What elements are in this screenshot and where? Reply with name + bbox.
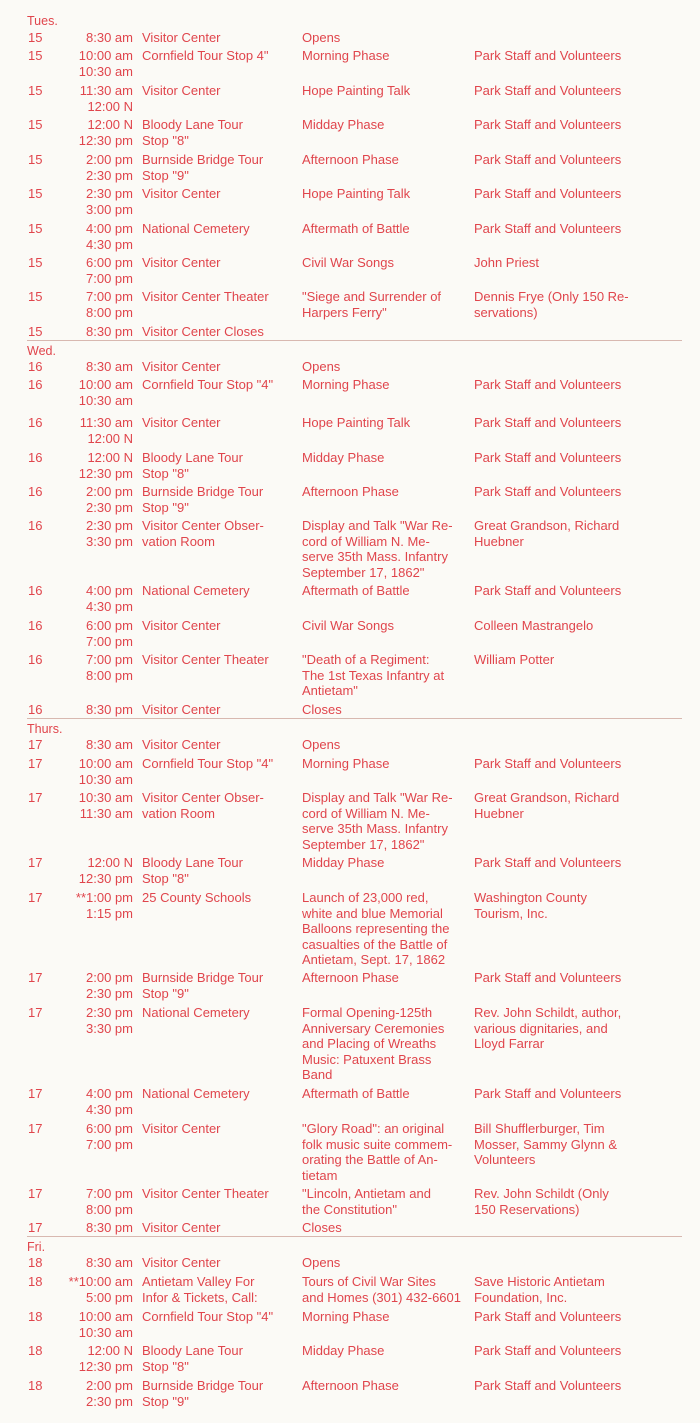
row-event: Afternoon Phase <box>302 1378 399 1393</box>
row-event: "Siege and Surrender of Harpers Ferry" <box>302 289 442 320</box>
row-event: Morning Phase <box>302 377 390 392</box>
row-date: 17 <box>28 1186 43 1201</box>
row-event: Aftermath of Battle <box>302 583 410 598</box>
row-presenter: Park Staff and Volunteers <box>474 583 622 598</box>
row-location: National Cemetery <box>142 221 250 236</box>
row-time: 6:00 pm 7:00 pm <box>86 1121 133 1152</box>
row-date: 15 <box>28 255 43 270</box>
row-presenter: Park Staff and Volunteers <box>474 117 622 132</box>
row-event: "Lincoln, Antietam and the Constitution" <box>302 1186 431 1217</box>
row-date: 16 <box>28 377 43 392</box>
row-presenter: Park Staff and Volunteers <box>474 1086 622 1101</box>
row-presenter: William Potter <box>474 652 555 667</box>
row-date: 17 <box>28 890 43 905</box>
row-time: 7:00 pm 8:00 pm <box>86 289 133 320</box>
row-date: 16 <box>28 415 43 430</box>
row-presenter: Park Staff and Volunteers <box>474 221 622 236</box>
row-time: 10:00 am 10:30 am <box>78 377 133 408</box>
row-time: 2:00 pm 2:30 pm <box>86 484 133 515</box>
row-location: Burnside Bridge Tour Stop "9" <box>142 484 264 515</box>
row-event: Midday Phase <box>302 117 385 132</box>
row-time: **10:00 am 5:00 pm <box>68 1274 133 1305</box>
row-presenter: Park Staff and Volunteers <box>474 48 622 63</box>
row-time: 8:30 pm <box>86 702 133 717</box>
row-presenter: Park Staff and Volunteers <box>474 186 622 201</box>
row-time: 10:00 am 10:30 am <box>78 1309 133 1340</box>
row-location: Visitor Center Obser- vation Room <box>142 790 264 821</box>
row-location: Bloody Lane Tour Stop "8" <box>142 117 243 148</box>
row-date: 18 <box>28 1274 43 1289</box>
row-event: Hope Painting Talk <box>302 186 411 201</box>
row-location: Visitor Center <box>142 1255 221 1270</box>
row-event: Opens <box>302 30 341 45</box>
row-event: Display and Talk "War Re- cord of William N. Me- serve 35th Mass. Infantry September 17, 1862" <box>302 518 453 580</box>
row-location: Visitor Center Theater <box>142 652 269 667</box>
row-presenter: John Priest <box>474 255 540 270</box>
row-event: "Death of a Regiment: The 1st Texas Infantry at Antietam" <box>302 652 445 698</box>
row-date: 16 <box>28 583 43 598</box>
row-time: 12:00 N 12:30 pm <box>78 855 133 886</box>
row-presenter: Park Staff and Volunteers <box>474 83 622 98</box>
row-location: Visitor Center Closes <box>142 324 264 339</box>
day-label-wed: Wed. <box>27 344 56 358</box>
day-divider <box>27 340 682 341</box>
row-event: Opens <box>302 737 341 752</box>
row-location: National Cemetery <box>142 1005 250 1020</box>
row-presenter: Rev. John Schildt (Only 150 Reservations) <box>474 1186 609 1217</box>
row-presenter: Great Grandson, Richard Huebner <box>474 790 620 821</box>
row-location: 25 County Schools <box>142 890 252 905</box>
row-time: 2:30 pm 3:30 pm <box>86 518 133 549</box>
row-event: Midday Phase <box>302 450 385 465</box>
row-presenter: Park Staff and Volunteers <box>474 1343 622 1358</box>
row-date: 16 <box>28 484 43 499</box>
row-date: 17 <box>28 1121 43 1136</box>
row-location: National Cemetery <box>142 583 250 598</box>
row-date: 18 <box>28 1255 43 1270</box>
row-event: Closes <box>302 702 342 717</box>
row-event: Civil War Songs <box>302 618 394 633</box>
row-date: 15 <box>28 324 43 339</box>
row-date: 17 <box>28 1005 43 1020</box>
row-location: Antietam Valley For Infor & Tickets, Call: <box>142 1274 258 1305</box>
row-location: Cornfield Tour Stop 4" <box>142 48 269 63</box>
row-date: 16 <box>28 702 43 717</box>
row-presenter: Colleen Mastrangelo <box>474 618 594 633</box>
row-event: Aftermath of Battle <box>302 1086 410 1101</box>
day-label-tues: Tues. <box>27 14 58 28</box>
row-location: Burnside Bridge Tour Stop "9" <box>142 152 264 183</box>
day-label-thurs: Thurs. <box>27 722 63 736</box>
row-event: Display and Talk "War Re- cord of William N. Me- serve 35th Mass. Infantry September 17, 1862" <box>302 790 453 852</box>
day-divider <box>27 718 682 719</box>
day-divider <box>27 1236 682 1237</box>
row-presenter: Park Staff and Volunteers <box>474 484 622 499</box>
row-presenter: Park Staff and Volunteers <box>474 855 622 870</box>
row-event: Opens <box>302 1255 341 1270</box>
row-location: Visitor Center <box>142 1220 221 1235</box>
row-presenter: Park Staff and Volunteers <box>474 970 622 985</box>
row-time: 4:00 pm 4:30 pm <box>86 1086 133 1117</box>
row-location: Visitor Center <box>142 1121 221 1136</box>
row-date: 17 <box>28 970 43 985</box>
row-presenter: Park Staff and Volunteers <box>474 415 622 430</box>
row-date: 15 <box>28 30 43 45</box>
row-event: Closes <box>302 1220 342 1235</box>
row-presenter: Dennis Frye (Only 150 Re- servations) <box>474 289 629 320</box>
row-location: Visitor Center <box>142 415 221 430</box>
row-event: Afternoon Phase <box>302 484 399 499</box>
row-event: Formal Opening-125th Anniversary Ceremonies and Placing of Wreaths Music: Patuxent Brass Band <box>302 1005 445 1082</box>
row-time: 2:00 pm 2:30 pm <box>86 970 133 1001</box>
row-presenter: Save Historic Antietam Foundation, Inc. <box>474 1274 605 1305</box>
row-time: 12:00 N 12:30 pm <box>78 450 133 481</box>
row-time: 6:00 pm 7:00 pm <box>86 255 133 286</box>
row-date: 15 <box>28 152 43 167</box>
row-time: 2:00 pm 2:30 pm <box>86 152 133 183</box>
row-location: Visitor Center Obser- vation Room <box>142 518 264 549</box>
row-event: Hope Painting Talk <box>302 83 411 98</box>
row-date: 18 <box>28 1343 43 1358</box>
row-presenter: Park Staff and Volunteers <box>474 152 622 167</box>
row-time: 8:30 pm <box>86 324 133 339</box>
row-location: Cornfield Tour Stop "4" <box>142 1309 274 1324</box>
row-event: Morning Phase <box>302 48 390 63</box>
row-time: 12:00 N 12:30 pm <box>78 1343 133 1374</box>
row-location: Visitor Center <box>142 359 221 374</box>
row-event: Opens <box>302 359 341 374</box>
row-event: "Glory Road": an original folk music suite commem- orating the Battle of An- tietam <box>302 1121 453 1183</box>
row-location: Cornfield Tour Stop "4" <box>142 756 274 771</box>
row-presenter: Park Staff and Volunteers <box>474 450 622 465</box>
row-location: Bloody Lane Tour Stop "8" <box>142 450 243 481</box>
row-date: 15 <box>28 221 43 236</box>
row-date: 15 <box>28 289 43 304</box>
row-time: 10:00 am 10:30 am <box>78 48 133 79</box>
row-location: Burnside Bridge Tour Stop "9" <box>142 1378 264 1409</box>
row-time: 11:30 am 12:00 N <box>79 415 133 446</box>
row-location: Visitor Center <box>142 83 221 98</box>
row-location: Visitor Center <box>142 618 221 633</box>
row-event: Aftermath of Battle <box>302 221 410 236</box>
row-date: 15 <box>28 186 43 201</box>
row-date: 15 <box>28 83 43 98</box>
row-presenter: Washington County Tourism, Inc. <box>474 890 587 921</box>
row-presenter: Park Staff and Volunteers <box>474 756 622 771</box>
row-time: 4:00 pm 4:30 pm <box>86 583 133 614</box>
row-location: Bloody Lane Tour Stop "8" <box>142 1343 243 1374</box>
row-time: **1:00 pm 1:15 pm <box>75 890 133 921</box>
row-date: 18 <box>28 1378 43 1393</box>
row-date: 18 <box>28 1309 43 1324</box>
row-date: 17 <box>28 1086 43 1101</box>
row-presenter: Bill Shufflerburger, Tim Mosser, Sammy Glynn & Volunteers <box>474 1121 618 1167</box>
row-date: 15 <box>28 48 43 63</box>
row-event: Midday Phase <box>302 1343 385 1358</box>
row-time: 2:30 pm 3:00 pm <box>86 186 133 217</box>
row-event: Midday Phase <box>302 855 385 870</box>
row-time: 8:30 am <box>86 359 133 374</box>
row-date: 16 <box>28 450 43 465</box>
row-location: Visitor Center <box>142 737 221 752</box>
row-location: National Cemetery <box>142 1086 250 1101</box>
row-event: Morning Phase <box>302 756 390 771</box>
row-date: 16 <box>28 652 43 667</box>
row-presenter: Park Staff and Volunteers <box>474 1378 622 1393</box>
row-date: 17 <box>28 855 43 870</box>
row-time: 10:00 am 10:30 am <box>78 756 133 787</box>
row-time: 8:30 am <box>86 737 133 752</box>
row-location: Visitor Center <box>142 702 221 717</box>
row-event: Afternoon Phase <box>302 152 399 167</box>
row-date: 17 <box>28 756 43 771</box>
row-time: 2:00 pm 2:30 pm <box>86 1378 133 1409</box>
row-location: Visitor Center <box>142 255 221 270</box>
row-time: 7:00 pm 8:00 pm <box>86 652 133 683</box>
row-time: 10:30 am 11:30 am <box>78 790 133 821</box>
row-event: Morning Phase <box>302 1309 390 1324</box>
row-event: Civil War Songs <box>302 255 394 270</box>
row-date: 17 <box>28 790 43 805</box>
row-time: 8:30 pm <box>86 1220 133 1235</box>
row-time: 7:00 pm 8:00 pm <box>86 1186 133 1217</box>
row-date: 16 <box>28 618 43 633</box>
row-location: Bloody Lane Tour Stop "8" <box>142 855 243 886</box>
row-date: 17 <box>28 737 43 752</box>
row-presenter: Park Staff and Volunteers <box>474 1309 622 1324</box>
row-date: 15 <box>28 117 43 132</box>
day-label-fri: Fri. <box>27 1240 46 1254</box>
row-time: 8:30 am <box>86 1255 133 1270</box>
row-time: 11:30 am 12:00 N <box>79 83 133 114</box>
row-location: Visitor Center <box>142 186 221 201</box>
row-event: Afternoon Phase <box>302 970 399 985</box>
row-location: Visitor Center Theater <box>142 1186 269 1201</box>
row-date: 16 <box>28 359 43 374</box>
row-location: Visitor Center Theater <box>142 289 269 304</box>
row-time: 2:30 pm 3:30 pm <box>86 1005 133 1036</box>
row-time: 4:00 pm 4:30 pm <box>86 221 133 252</box>
row-presenter: Great Grandson, Richard Huebner <box>474 518 620 549</box>
row-event: Hope Painting Talk <box>302 415 411 430</box>
row-time: 6:00 pm 7:00 pm <box>86 618 133 649</box>
row-time: 12:00 N 12:30 pm <box>78 117 133 148</box>
row-presenter: Rev. John Schildt, author, various dignitaries, and Lloyd Farrar <box>474 1005 622 1051</box>
row-location: Cornfield Tour Stop "4" <box>142 377 274 392</box>
row-date: 16 <box>28 518 43 533</box>
row-location: Burnside Bridge Tour Stop "9" <box>142 970 264 1001</box>
row-presenter: Park Staff and Volunteers <box>474 377 622 392</box>
row-location: Visitor Center <box>142 30 221 45</box>
row-date: 17 <box>28 1220 43 1235</box>
row-event: Launch of 23,000 red, white and blue Memorial Balloons representing the casualties of the Battle of Antietam, Sept. 17, 1862 <box>302 890 450 967</box>
row-event: Tours of Civil War Sites and Homes (301) 432-6601 <box>302 1274 461 1305</box>
row-time: 8:30 am <box>86 30 133 45</box>
